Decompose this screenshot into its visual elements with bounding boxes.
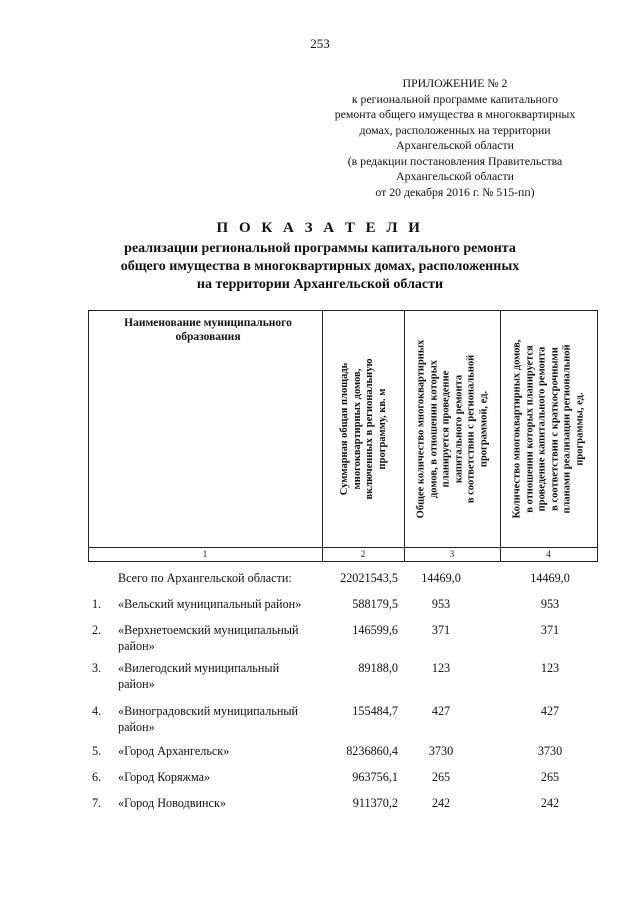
row-number: 4. [92,704,102,718]
row-short-term-homes: 265 [540,770,560,784]
row-area: 963756,1 [352,770,398,784]
row-total-homes: 123 [431,661,451,675]
row-name: «Виноградовский муниципальный район» [118,704,299,734]
row-total-homes: 371 [431,623,451,637]
heading-subtitle-line: на территории Архангельской области [196,277,444,292]
row-number: 1. [92,597,102,611]
column-number: 1 [202,549,208,559]
table-border-numbers [88,547,598,548]
appendix-line: Архангельской области [396,138,514,152]
row-name: «Город Новодвинск» [118,796,226,810]
column-header-line: многоквартирных домов, [351,368,362,489]
column-header-line: планами реализации региональной [561,343,573,514]
row-area: 22021543,5 [340,571,398,585]
row-short-term-homes: 3730 [537,744,563,758]
row-number: 7. [92,796,102,810]
column-header-line: Количество многоквартирных домов, [511,339,523,518]
column-header-line: программы, ед. [574,391,585,466]
row-total-homes: 427 [431,704,451,718]
heading-subtitle-line: реализации региональной программы капитального ремонта [124,241,516,256]
appendix-line: ПРИЛОЖЕНИЕ № 2 [402,76,508,90]
heading-subtitle-line: общего имущества в многоквартирных домах, расположенных [120,259,520,274]
row-area: 911370,2 [352,796,398,810]
table-border-left [88,310,89,562]
appendix-block [320,76,590,200]
column-header-line: капитального ремонта [452,374,464,483]
column-header-line: домов, в отношении которых [427,359,439,498]
column-header-line: Суммарная общая площадь [338,362,350,495]
row-area: 155484,7 [352,704,398,718]
row-area: 8236860,4 [346,744,398,758]
row-area: 89188,0 [358,661,398,675]
appendix-line: ремонта общего имущества в многоквартирных [334,107,576,121]
document-heading [0,220,640,294]
column-header-line: в отношении которых планируется [524,344,535,513]
row-name: «Верхнетоемский муниципальный район» [118,623,299,653]
column-header-line: в соответствии с краткосрочными [549,346,560,511]
row-number: 3. [92,661,102,675]
column-header-line: программу, кв. м [376,388,387,469]
appendix-line: домах, расположенных на территории [359,122,551,137]
appendix-line: (в редакции постановления Правительства [347,153,563,168]
column-header-line: программой, ед. [477,390,489,467]
row-total-homes: 3730 [428,744,454,758]
row-name: «Вельский муниципальный район» [118,597,302,611]
column-number: 4 [546,549,551,559]
heading-subtitle [0,240,640,294]
row-total-homes: 265 [431,770,451,784]
column-header-area [323,310,404,547]
row-name: «Вилегодский муниципальный район» [118,661,280,691]
row-number: 5. [92,744,102,758]
table-border-right [597,310,598,562]
appendix-line: Архангельской области [396,169,514,183]
row-number: 6. [92,770,102,784]
column-header-line: включенных в региональную [363,357,375,500]
table-border-bottom [88,561,598,562]
row-name: Всего по Архангельской области: [118,571,292,585]
appendix-line: к региональной программе капитального [351,91,559,106]
column-header-line: Общее количество многоквартирных [415,339,426,518]
column-header-line: проведение капитального ремонта [536,346,548,511]
column-header-short-term [501,310,597,547]
row-number: 2. [92,623,102,637]
row-short-term-homes: 14469,0 [530,571,570,585]
row-total-homes: 953 [431,597,451,611]
appendix-line: от 20 декабря 2016 г. № 515-пп) [375,184,535,199]
row-name: «Город Архангельск» [118,744,230,758]
heading-title: П О К А З А Т Е Л И [216,220,424,236]
column-header-line: в соответствии с региональной [465,354,476,503]
row-short-term-homes: 242 [540,796,560,810]
row-name: «Город Коряжма» [118,770,211,784]
row-total-homes: 242 [431,796,451,810]
page-number: 253 [310,36,330,51]
row-total-homes: 14469,0 [421,571,461,585]
column-header-total [405,310,500,547]
column-number: 3 [449,549,455,559]
row-area: 588179,5 [352,597,398,611]
row-area: 146599,6 [352,623,398,637]
column-header-name: Наименование муниципального образования [124,317,292,343]
column-header-line: планируется проведение [440,370,451,487]
row-short-term-homes: 123 [540,661,560,675]
row-short-term-homes: 953 [540,597,560,611]
row-short-term-homes: 427 [540,704,560,718]
column-number: 2 [360,549,366,559]
row-short-term-homes: 371 [540,623,560,637]
table-header [88,310,598,562]
